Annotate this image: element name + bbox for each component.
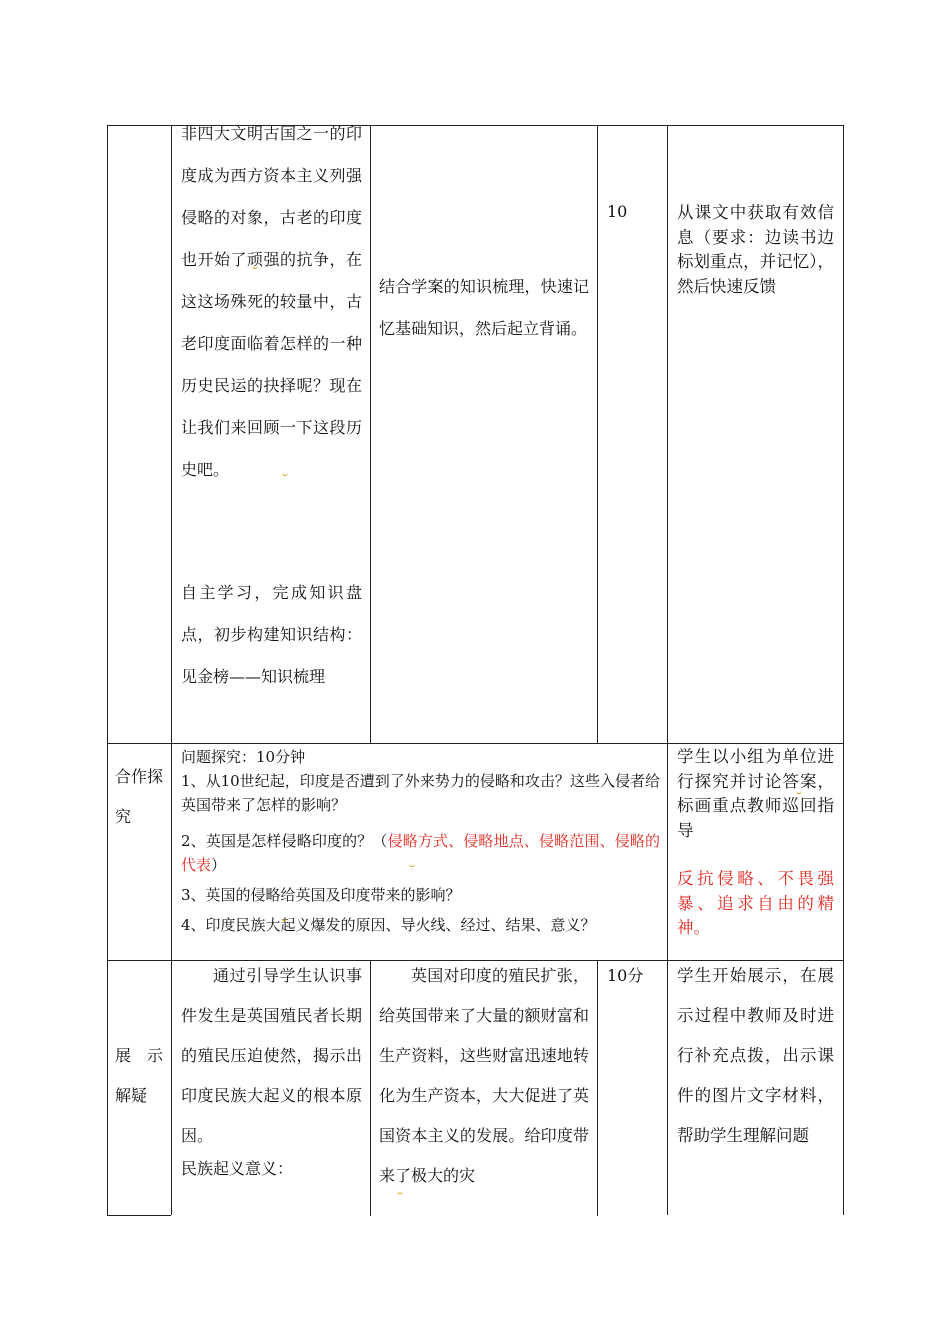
row3-category-text: 展 示 解疑: [115, 1046, 169, 1105]
question-2-hint: 侵略方式、侵略地点、侵略范围、侵略的代表: [181, 832, 660, 874]
question-3: 3、英国的侵略给英国及印度带来的影响？: [181, 886, 461, 904]
col-border-3a: [597, 125, 598, 743]
row2-category-text: 合作探究: [115, 767, 164, 826]
col-border-right: [843, 125, 844, 1215]
row1-time: [607, 191, 663, 233]
row2-category: [115, 757, 163, 837]
col-border-2b: [370, 960, 371, 1216]
row1-design-intent: [677, 201, 834, 299]
row3-design-intent-text: 学生开始展示，在展示过程中教师及时进行补充点拨，出示课件的图片文字材料，帮助学生理解问题: [677, 966, 834, 1145]
row3-time-value: 10分: [607, 966, 644, 985]
col-border-1: [171, 125, 172, 1215]
row3-teacher-activity: [181, 956, 362, 1182]
row3-time: [607, 956, 663, 996]
question-1: 1、从10世纪起，印度是否遭到了外来势力的侵略和攻击？这些入侵者给英国带来了怎样的影响？: [181, 772, 660, 814]
row1-design-intent-text: 从课文中获取有效信息（要求：边读书边标划重点，并记忆），然后快速反馈: [677, 203, 834, 296]
row1-activity-text: [181, 113, 362, 491]
row3-student-activity: [379, 956, 589, 1196]
row1-self-study-paragraph: 自主学习，完成知识盘点，初步构建知识结构：见金榜——知识梳理: [181, 583, 362, 686]
col-border-3b: [597, 960, 598, 1216]
row1-time-value: 10: [607, 202, 628, 221]
table-bottom-border: [107, 1215, 171, 1216]
row2-questions: [181, 745, 660, 937]
col-border-left: [107, 125, 108, 1215]
row3-student-activity-text: 英国对印度的殖民扩张，给英国带来了大量的额财富和生产资料，这些财富迅速地转化为生产资本，大大促进了英国资本主义的发展。给印度带来了极大的灾: [379, 966, 589, 1185]
row1-student-activity: [379, 266, 589, 350]
col-border-2a: [370, 125, 371, 743]
row2-design-intent: [677, 745, 834, 941]
question-4: 4、印度民族大起义爆发的原因、导火线、经过、结果、意义？: [181, 916, 596, 934]
question-2-suffix: ）: [211, 856, 227, 874]
row2-design-intent-text: 学生以小组为单位进行探究并讨论答案，标画重点教师巡回指导: [677, 747, 834, 840]
question-2: [181, 829, 660, 877]
question-title: 问题探究：10分钟: [181, 748, 306, 766]
row3-teacher-activity-text: 通过引导学生认识事件发生是英国殖民者长期的殖民压迫使然，揭示出印度民族大起义的根本原因。: [181, 966, 362, 1145]
row1-student-activity-text: 结合学案的知识梳理，快速记忆基础知识，然后起立背诵。: [379, 277, 589, 338]
row1-self-study-text: [181, 572, 362, 698]
row3-design-intent: [677, 956, 834, 1156]
question-2-prefix: 2、英国是怎样侵略印度的？（: [181, 832, 388, 850]
row2-spirit-text: 反抗侵略、不畏强暴、追求自由的精神。: [677, 869, 834, 937]
col-border-4: [667, 125, 668, 1215]
row3-category: [115, 956, 169, 1196]
row3-uprising-significance: 民族起义意义：: [181, 1159, 294, 1178]
row-divider-1: [107, 743, 843, 744]
row1-intro-paragraph: 非四大文明古国之一的印度成为西方资本主义列强侵略的对象，古老的印度也开始了顽强的抗争，在这这场殊死的较量中，古老印度面临着怎样的一种历史民运的抉择呢？现在让我们来回顾一下这段历史吧。: [181, 124, 362, 479]
